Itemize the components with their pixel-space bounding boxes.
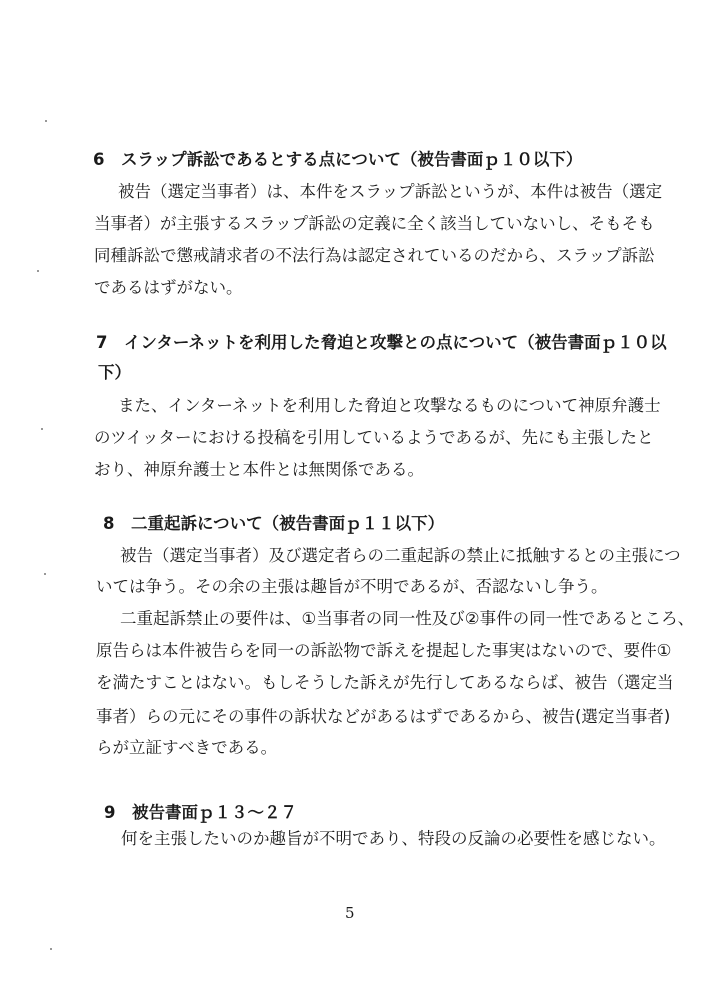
scan-speck bbox=[37, 270, 39, 272]
section-6-line-3: 同種訴訟で懲戒請求者の不法行為は認定されているのだから、スラップ訴訟 bbox=[94, 246, 655, 265]
scan-speck bbox=[44, 573, 46, 575]
section-8-line-4: 原告らは本件被告らを同一の訴訟物で訴えを提起した事実はないので、要件① bbox=[96, 641, 672, 660]
section-7-line-3: おり、神原弁護士と本件とは無関係である。 bbox=[94, 460, 424, 479]
scan-speck bbox=[45, 120, 47, 122]
section-6-line-4: であるはずがない。 bbox=[94, 278, 243, 297]
section-8-line-7: らが立証すべきである。 bbox=[96, 738, 278, 757]
scan-speck bbox=[41, 428, 43, 430]
section-6-heading: 6 スラップ訴訟であるとする点について（被告書面ｐ１０以下） bbox=[93, 150, 583, 169]
section-7-line-2: のツイッターにおける投稿を引用しているようであるが、先にも主張したと bbox=[94, 428, 654, 447]
section-8-heading: 8 二重起訴について（被告書面ｐ１１以下） bbox=[103, 514, 445, 533]
section-9-line-1: 何を主張したいのか趣旨が不明であり、特段の反論の必要性を感じない。 bbox=[121, 829, 666, 848]
section-6-line-1: 被告（選定当事者）は、本件をスラップ訴訟というが、本件は被告（選定 bbox=[118, 182, 663, 201]
section-8-line-5: を満たすことはない。もしそうした訴えが先行してあるならば、被告（選定当 bbox=[96, 673, 674, 692]
section-8-line-1: 被告（選定当事者）及び選定者らの二重起訴の禁止に抵触するとの主張につ bbox=[120, 546, 681, 565]
page-number: 5 bbox=[345, 904, 355, 922]
scan-speck bbox=[50, 948, 52, 950]
section-9-heading: 9 被告書面ｐ１３～２７ bbox=[104, 803, 297, 822]
section-8-line-6: 事者）らの元にその事件の訴状などがあるはずであるから、被告(選定当事者) bbox=[96, 707, 671, 726]
section-6-line-2: 当事者）が主張するスラップ訴訟の定義に全く該当していないし、そもそも bbox=[94, 214, 655, 233]
section-7-heading: 7 インターネットを利用した脅迫と攻撃との点について（被告書面ｐ１０以 bbox=[96, 333, 667, 352]
section-8-line-2: いては争う。その余の主張は趣旨が不明であるが、否認ないし争う。 bbox=[96, 577, 608, 596]
section-8-line-3: 二重起訴禁止の要件は、①当事者の同一性及び②事件の同一性であるところ、 bbox=[120, 609, 695, 628]
section-7-line-1: また、インターネットを利用した脅迫と攻撃なるものについて神原弁護士 bbox=[118, 396, 661, 415]
section-7-heading-continuation: 下） bbox=[98, 363, 131, 382]
